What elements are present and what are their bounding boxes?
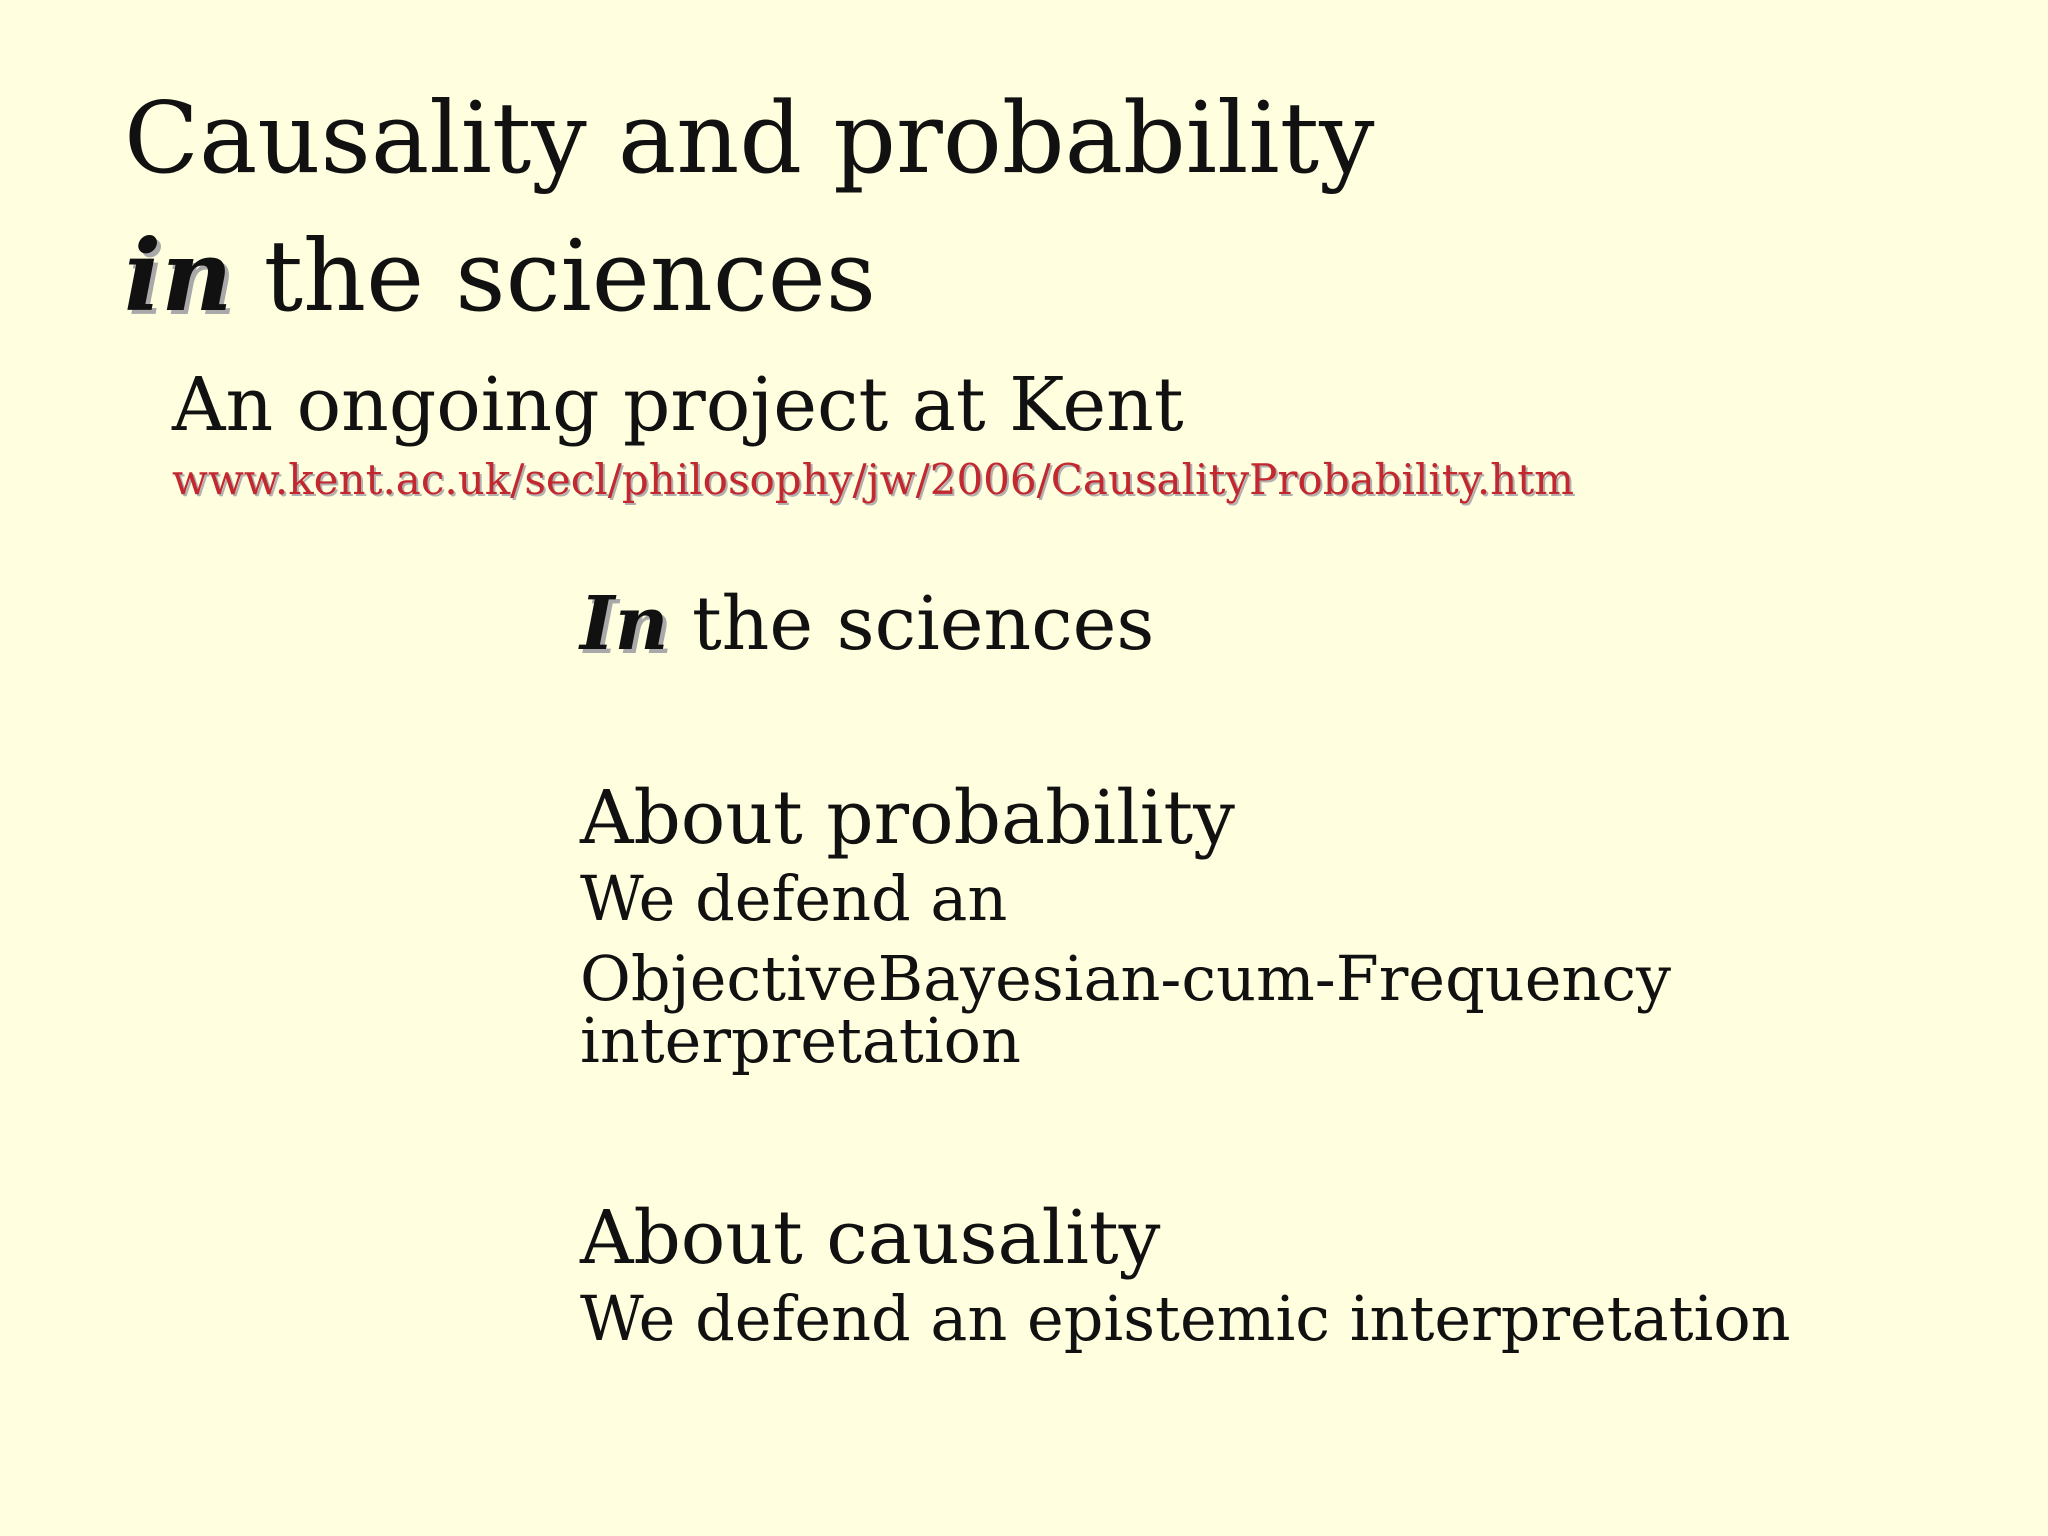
probability-line-3: interpretation [580,1004,1021,1077]
section-probability [580,774,1672,1077]
project-url-link[interactable]: www.kent.ac.uk/secl/philosophy/jw/2006/CausalityProbability.htm [172,455,1574,504]
sciences-emphasis: In [580,581,669,667]
slide-title [124,70,1375,346]
title-emphasis: in [124,219,233,334]
title-line-2-rest: the sciences [232,220,877,334]
title-line-1: Causality and probability [124,82,1375,196]
subtitle: An ongoing project at Kent [172,362,1184,448]
probability-line-1: We defend an [580,862,1008,935]
probability-line-2: ObjectiveBayesian-cum-Frequency [580,942,1672,1015]
title-line-2 [124,208,1375,346]
sciences-heading [580,580,1154,668]
causality-line-1: We defend an epistemic interpretation [580,1282,1791,1355]
section-sciences [580,580,1154,668]
probability-heading: About probability [580,775,1235,861]
causality-heading: About causality [580,1195,1161,1281]
section-causality [580,1194,1791,1355]
sciences-heading-rest: the sciences [668,581,1155,667]
